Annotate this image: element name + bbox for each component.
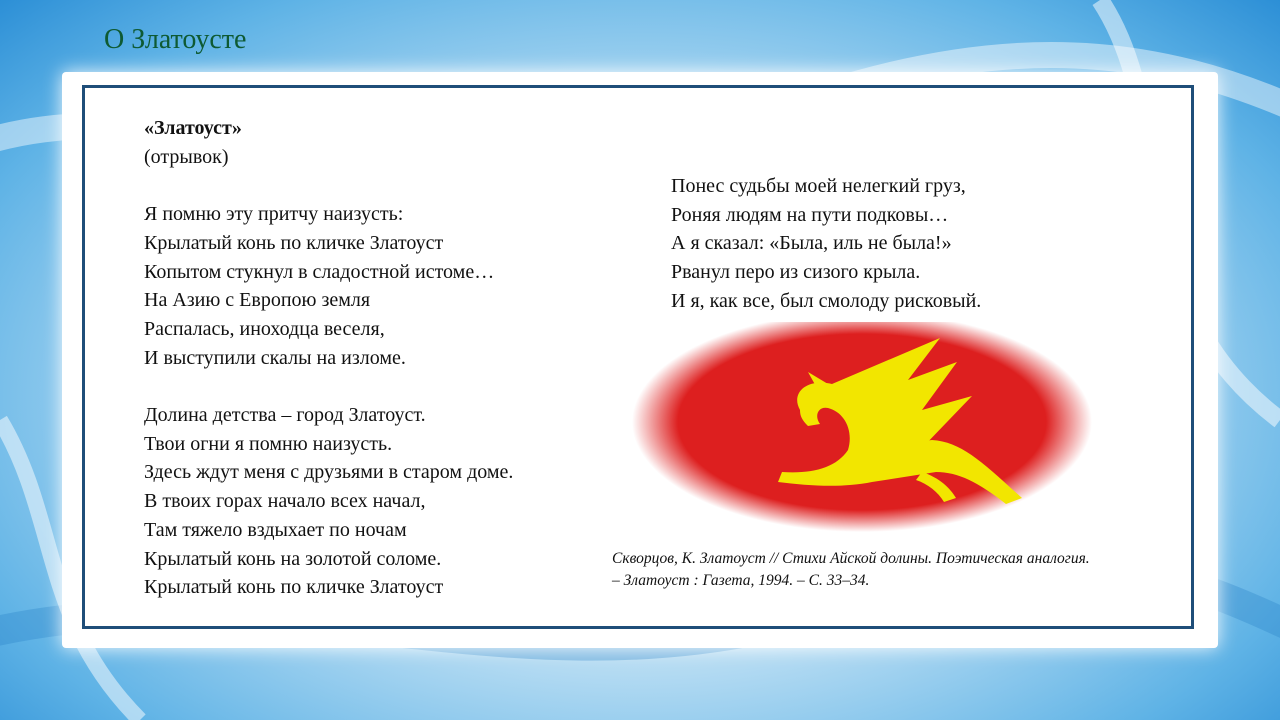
poem-line: На Азию с Европою земля (144, 289, 371, 312)
poem-subtitle: (отрывок) (144, 145, 229, 168)
poem-line: Копытом стукнул в сладостной истоме… (144, 260, 495, 283)
poem-line: Там тяжело вздыхает по ночам (144, 518, 407, 541)
winged-horse-emblem-icon (622, 322, 1102, 542)
poem-left-column (144, 114, 624, 602)
poem-stanza-3 (671, 172, 1131, 316)
poem-line: И выступили скалы на изломе. (144, 346, 406, 369)
poem-stanza-2 (144, 401, 624, 602)
poem-title: «Златоуст» (144, 117, 242, 139)
poem-line: А я сказал: «Была, иль не была!» (671, 232, 952, 255)
poem-line: Распалась, иноходца веселя, (144, 317, 385, 340)
poem-line: Понес судьбы моей нелегкий груз, (671, 175, 966, 197)
poem-line: И я, как все, был смолоду рисковый. (671, 289, 982, 312)
slide-title: О Златоусте (104, 24, 247, 55)
poem-line: Крылатый конь по кличке Златоуст (144, 231, 444, 254)
citation (612, 548, 1192, 592)
poem-line: Твои огни я помню наизусть. (144, 432, 393, 455)
poem-line: Крылатый конь по кличке Златоуст (144, 576, 444, 599)
poem-line: Рванул перо из сизого крыла. (671, 261, 921, 284)
citation-line: Скворцов, К. Златоуст // Стихи Айской долины. Поэтическая аналогия. (612, 550, 1090, 567)
poem-line: Крылатый конь на золотой соломе. (144, 547, 442, 570)
citation-line: – Златоуст : Газета, 1994. – С. 33–34. (612, 572, 870, 589)
poem-stanza-1 (144, 200, 624, 372)
content-panel (62, 72, 1218, 648)
poem-line: Я помню эту притчу наизусть: (144, 203, 404, 226)
poem-right-column (671, 172, 1131, 316)
poem-line: Здесь ждут меня с друзьями в старом доме. (144, 461, 514, 484)
poem-line: В твоих горах начало всех начал, (144, 490, 426, 513)
poem-line: Долина детства – город Златоуст. (144, 404, 426, 426)
poem-line: Роняя людям на пути подковы… (671, 203, 949, 226)
